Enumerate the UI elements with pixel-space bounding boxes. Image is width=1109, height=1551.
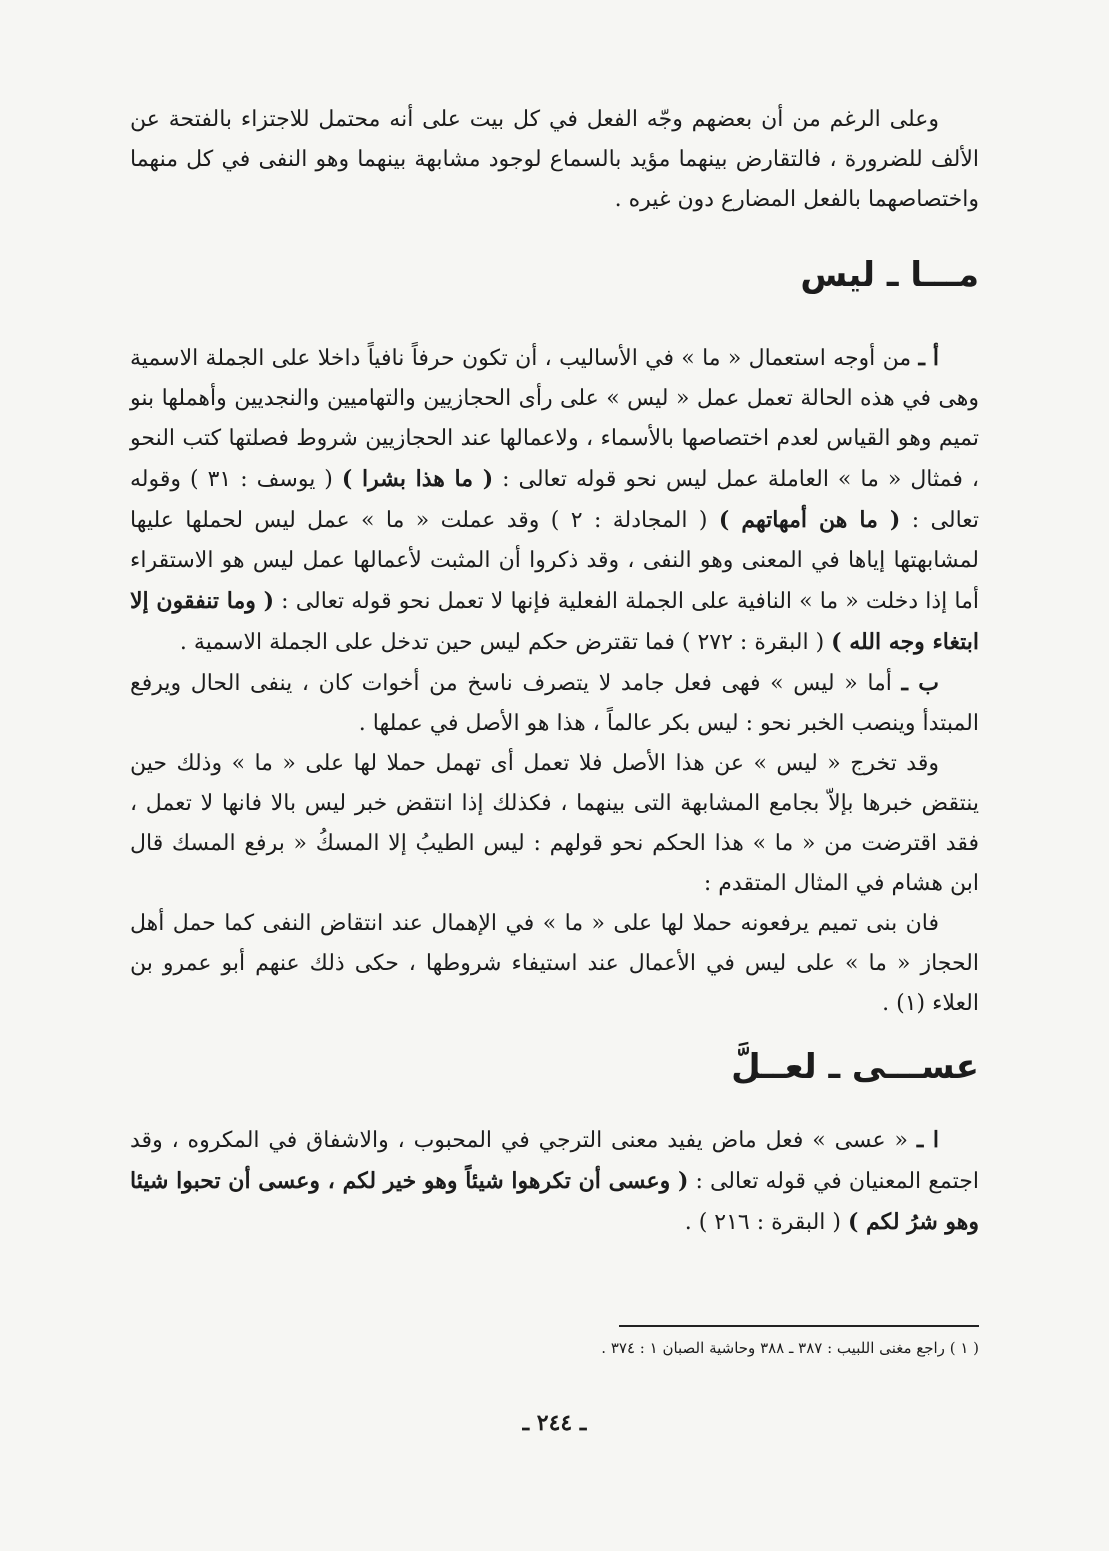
paragraph-text: ( المجادلة : ٢ ) وقد عملت « ما » عمل ليس لحملها عليها لمشابهتها إياها في المعنى وهو النفى ، وقد ذكروا أن المثبت لأعمالها عمل ليس هو الاستقراء أما إذا دخلت « ما » النافية على الجملة الفعلية فإنها لا تعمل نحو قوله تعالى :: [130, 508, 980, 614]
paragraph-quote: فان بنى تميم يرفعونه حملا لها على « ما » في الإهمال عند انتقاض النفى كما حمل أهل الحجاز « ما » على ليس في الأعمال عند استيفاء شروطها ، حكى ذلك عنهم أبو عمرو بن العلاء (١) .: [130, 911, 979, 1016]
quran-verse: ( وعسى أن تكرهوا شيئاً وهو خير لكم ، وعسى أن تحبوا شيئا وهو شرُ لكم ): [130, 1168, 979, 1235]
paragraph-text: ( البقرة : ٢٧٢ ) فما تقترض حكم ليس حين تدخل على الجملة الاسمية .: [179, 630, 832, 655]
paragraph-asa: [130, 1120, 979, 1243]
footnote-divider: [619, 1325, 979, 1327]
quran-verse: ( ما هن أمهاتهم ): [718, 507, 901, 533]
section-heading-asa-laalla: عســـى ـ لعــلَّ: [731, 1047, 979, 1087]
footnote: ( ١ ) راجع مغنى اللبيب : ٣٨٧ ـ ٣٨٨ وحاشية الصبان ١ : ٣٧٤ .: [601, 1339, 979, 1357]
item-marker: ب ـ: [901, 670, 939, 696]
section-heading-ma-laysa: مـــا ـ ليس: [800, 255, 979, 295]
quran-verse: ( ما هذا بشرا ): [341, 466, 494, 492]
paragraph-text: أما « ليس » فهى فعل جامد لا يتصرف ناسخ من أخوات كان ، ينفى الحال ويرفع المبتدأ وينصب الخبر نحو : ليس بكر عالماً ، هذا هو الأصل في عملها .: [130, 671, 979, 736]
page-number: ـ ٢٤٤ ـ: [522, 1410, 587, 1436]
verse-reference: ( البقرة : ٢١٦ ) .: [684, 1210, 848, 1235]
item-marker: ا ـ: [916, 1127, 939, 1153]
quran-verse: ( وما تنفقون إلا ابتغاء وجه الله ): [130, 588, 979, 655]
intro-paragraph: وعلى الرغم من أن بعضهم وجّه الفعل في كل بيت على أنه محتمل للاجتزاء بالفتحة عن الألف للضرورة ، فالتقارض بينهما مؤيد بالسماع لوجود مشابهة بينهما وهو النفى في كل منهما واختصاصهما بالفعل المضارع دون غيره .: [130, 107, 979, 212]
paragraph-exception: وقد تخرج « ليس » عن هذا الأصل فلا تعمل أى تهمل حملا لها على « ما » وذلك حين ينتقض خبرها بإلاّ بجامع المشابهة التى بينهما ، فكذلك إذا انتقض خبر ليس بالا فانها لا تعمل ، فقد اقترضت من « ما » هذا الحكم نحو قولهم : ليس الطيبُ إلا المسكُ « برفع المسك قال ابن هشام في المثال المتقدم :: [130, 751, 979, 896]
paragraph-text: « عسى » فعل ماض يفيد معنى الترجي في المحبوب ، والاشفاق في المكروه ، وقد اجتمع المعنيان في قوله تعالى :: [130, 1128, 979, 1194]
paragraph-alif: [130, 338, 979, 663]
paragraph-ba: [130, 663, 979, 744]
verse-reference: ( يوسف : ٣١ ) وقوله تعالى :: [130, 467, 980, 533]
item-marker: أ ـ: [918, 345, 940, 371]
paragraph-text: من أوجه استعمال « ما » في الأساليب ، أن تكون حرفاً نافياً داخلا على الجملة الاسمية وهى في هذه الحالة تعمل عمل « ليس » على رأى الحجازيين والتهاميين والنجديين وأهملها بنو تميم وهو القياس لعدم اختصاصها بالأسماء ، ولاعمالها عند الحجازيين شروط فصلتها كتب النحو ، فمثال « ما » العاملة عمل ليس نحو قوله تعالى :: [130, 346, 979, 492]
